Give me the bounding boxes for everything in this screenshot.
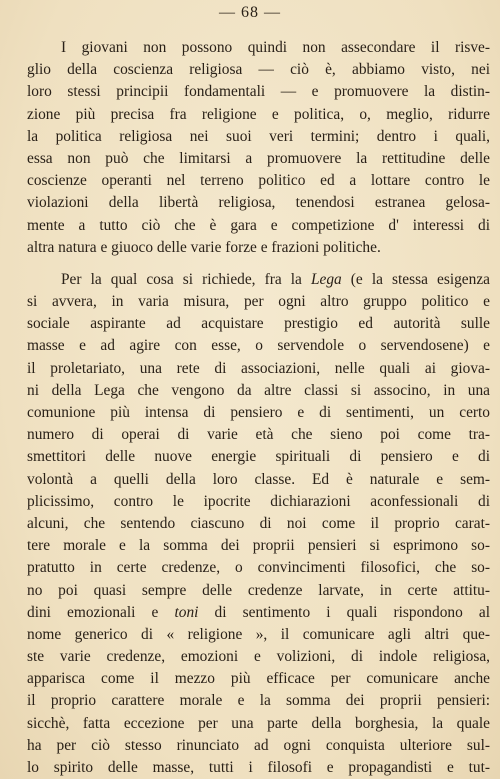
text-line: lo spirito delle masse, tutti i filosofi e propagandisti e tut- (27, 759, 490, 776)
text-line: loro stessi principii fondamentali — e promuovere la distin- (27, 83, 490, 101)
text-line: alcuni, che sentendo ciascuno di noi come il proprio carat- (27, 514, 490, 532)
page-number: — 68 — (219, 4, 281, 21)
text-line: il proletariato, una rete di associazioni, nelle quali ai giova- (27, 359, 490, 377)
text-line: no poi quasi sempre delle credenze larvate, in certe attitu- (27, 581, 490, 599)
italic-word: toni (174, 603, 199, 621)
text-line: violazioni della libertà religiosa, tenendosi estranea gelosa- (27, 194, 490, 212)
text-line: sicchè, fatta eccezione per una parte della borghesia, la quale (27, 714, 490, 732)
text-line: comunione più intensa di pensiero e di sentimenti, un certo (27, 404, 490, 421)
text-line: masse e ad agire con esse, o servendole o servendosene) e (27, 337, 490, 355)
text-line: volontà a quelli della loro classe. Ed è naturale e sem- (27, 470, 490, 488)
text-line: coscienze operanti nel terreno politico ed a lottare contro le (27, 172, 490, 190)
italic-word: Lega (310, 270, 342, 288)
text-line: glio della coscienza religiosa — ciò è, abbiamo visto, nei (27, 61, 490, 79)
text-line: essa non può che limitarsi a promuovere la rettitudine delle (27, 149, 490, 167)
text-line: ha per ciò stesso rinunciato ad ogni conquista ulteriore sul- (27, 736, 490, 754)
paragraph-1 (27, 37, 490, 259)
text-line: Per la qual cosa si richiede, fra la Lega (e la stessa esigenza (61, 270, 490, 288)
text-line: sociale aspirante ad acquistare prestigio ed autorità sulle (27, 315, 490, 333)
body-text (27, 37, 490, 779)
text-line: ni della Lega che vengono da altre classi si associno, in una (27, 381, 490, 399)
text-line: smettitori delle nuove energie spirituali di pensiero e di (27, 448, 490, 466)
text-line: ste varie credenze, emozioni e volizioni, di indole religiosa, (27, 648, 490, 666)
text-line: la politica religiosa nei suoi veri termini; dentro i quali, (27, 127, 490, 145)
text-line: pratutto in certe credenze, o convincimenti filosofici, che so- (27, 559, 490, 577)
text-line: si avvera, in varia misura, per ogni altro gruppo politico e (27, 293, 490, 311)
text-line: mente a tutto ciò che è gara e competizione d' interessi di (27, 216, 490, 234)
text-line: il proprio carattere morale e la somma dei proprii pensieri: (27, 692, 490, 710)
text-line: altra natura e giuoco delle varie forze e frazioni politiche. (27, 238, 381, 256)
text-line: nome generico di « religione », il comunicare agli altri que- (27, 625, 490, 643)
text-line: dini emozionali e toni di sentimento i quali rispondono al (27, 603, 490, 621)
text-line: apparisca come il mezzo più efficace per comunicare anche (27, 670, 490, 688)
text-line: tere morale e la somma dei proprii pensieri si esprimono so- (27, 537, 490, 555)
text-line: I giovani non possono quindi non assecondare il risve- (61, 39, 490, 56)
text-line: zione più precisa fra religione e politica, o, meglio, ridurre (27, 105, 490, 123)
paragraph-2 (27, 269, 490, 779)
text-line: numero di operai di varie età che sieno poi come tra- (27, 426, 490, 444)
text-line: plicissimo, contro le ipocrite dichiarazioni aconfessionali di (27, 492, 490, 510)
